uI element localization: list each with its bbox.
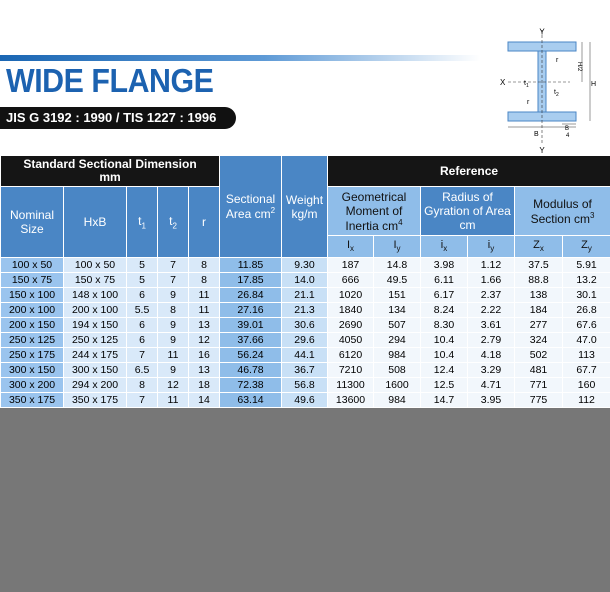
y-top-label: Y — [539, 27, 545, 37]
table-cell: 56.8 — [282, 378, 328, 393]
table-cell: 250 x 125 — [64, 333, 127, 348]
table-cell: 26.8 — [563, 303, 610, 318]
table-cell: 184 — [515, 303, 563, 318]
table-row — [1, 318, 610, 333]
b-quarter-den: 4 — [566, 133, 570, 139]
table-row — [1, 273, 610, 288]
table-cell: 10.4 — [421, 348, 468, 363]
table-cell: 13 — [189, 363, 220, 378]
table-cell: 1.12 — [468, 258, 515, 273]
table-cell: 9 — [158, 318, 189, 333]
table-cell: 8.24 — [421, 303, 468, 318]
zy-header: $Z_y$ — [563, 236, 610, 258]
table-cell: 14 — [189, 393, 220, 408]
ix-header: $I_x$ — [328, 236, 374, 258]
table-cell: 200 x 150 — [1, 318, 64, 333]
table-cell: 3.98 — [421, 258, 468, 273]
reference-header: Reference — [328, 156, 610, 187]
table-row — [1, 378, 610, 393]
table-cell: 11 — [189, 303, 220, 318]
table-cell: 47.0 — [563, 333, 610, 348]
b-label: B — [534, 131, 539, 138]
table-cell: 112 — [563, 393, 610, 408]
table-cell: 29.6 — [282, 333, 328, 348]
h-half-label: H/2 — [576, 62, 582, 72]
table-cell: 250 x 125 — [1, 333, 64, 348]
table-row — [1, 258, 610, 273]
table-cell: 6.17 — [421, 288, 468, 303]
table-cell: 30.1 — [563, 288, 610, 303]
table-cell: 63.14 — [220, 393, 282, 408]
gray-overlay — [0, 408, 610, 592]
table-row — [1, 303, 610, 318]
table-cell: 14.7 — [421, 393, 468, 408]
table-cell: 18 — [189, 378, 220, 393]
table-cell: 2.22 — [468, 303, 515, 318]
b-quarter-label: B — [565, 126, 570, 132]
table-cell: 13.2 — [563, 273, 610, 288]
table-cell: 6 — [127, 318, 158, 333]
table-cell: 294 — [374, 333, 421, 348]
table-cell: 88.8 — [515, 273, 563, 288]
table-cell: 666 — [328, 273, 374, 288]
gx-header: $i_x$ — [421, 236, 468, 258]
table-cell: 7 — [158, 258, 189, 273]
t2-header: $t_2$ — [158, 187, 189, 258]
table-cell: 1.66 — [468, 273, 515, 288]
table-cell: 46.78 — [220, 363, 282, 378]
table-cell: 27.16 — [220, 303, 282, 318]
table-cell: 39.01 — [220, 318, 282, 333]
table-cell: 56.24 — [220, 348, 282, 363]
table-cell: 4050 — [328, 333, 374, 348]
iy-header: $I_y$ — [374, 236, 421, 258]
page-title: WIDE FLANGE — [6, 62, 214, 99]
table-cell: 9 — [158, 288, 189, 303]
table-cell: 4.71 — [468, 378, 515, 393]
table-cell: 49.6 — [282, 393, 328, 408]
t1-label: $t_1$ — [524, 80, 529, 89]
table-cell: 160 — [563, 378, 610, 393]
std-dimension-header: Standard Sectional Dimension mm — [1, 156, 220, 187]
table-cell: 100 x 50 — [64, 258, 127, 273]
table-cell: 200 x 100 — [1, 303, 64, 318]
table-cell: 49.5 — [374, 273, 421, 288]
gy-header: $i_y$ — [468, 236, 515, 258]
table-cell: 277 — [515, 318, 563, 333]
table-cell: 8 — [158, 303, 189, 318]
table-cell: 12 — [189, 333, 220, 348]
table-cell: 138 — [515, 288, 563, 303]
table-cell: 7 — [127, 348, 158, 363]
table-cell: 13 — [189, 318, 220, 333]
table-cell: 37.5 — [515, 258, 563, 273]
standard-label — [0, 107, 236, 129]
table-cell: 16 — [189, 348, 220, 363]
nominal-header: Nominal Size — [1, 187, 64, 258]
table-cell: 775 — [515, 393, 563, 408]
table-cell: 10.4 — [421, 333, 468, 348]
table-cell: 12 — [158, 378, 189, 393]
table-cell: 134 — [374, 303, 421, 318]
moment-header: Geometrical Moment of Inertia $cm^4$ — [328, 187, 421, 236]
table-cell: 8 — [189, 273, 220, 288]
table-row — [1, 333, 610, 348]
table-cell: 3.95 — [468, 393, 515, 408]
t1-header: $t_1$ — [127, 187, 158, 258]
table-cell: 100 x 50 — [1, 258, 64, 273]
table-row — [1, 393, 610, 408]
radius-header: Radius of Gyration of Area cm — [421, 187, 515, 236]
table-cell: 7 — [158, 273, 189, 288]
table-cell: 44.1 — [282, 348, 328, 363]
r-label-top: r — [556, 57, 559, 64]
table-cell: 21.1 — [282, 288, 328, 303]
x-left-label: X — [500, 78, 506, 87]
r-header: r — [189, 187, 220, 258]
title-accent-bar — [0, 55, 480, 61]
table-cell: 194 x 150 — [64, 318, 127, 333]
table-row — [1, 348, 610, 363]
table-cell: 5 — [127, 273, 158, 288]
table-cell: 3.61 — [468, 318, 515, 333]
table-cell: 37.66 — [220, 333, 282, 348]
section-profile-diagram — [498, 26, 610, 156]
table-cell: 771 — [515, 378, 563, 393]
table-cell: 14.8 — [374, 258, 421, 273]
table-cell: 187 — [328, 258, 374, 273]
table-cell: 151 — [374, 288, 421, 303]
table-cell: 11 — [158, 393, 189, 408]
table-cell: 148 x 100 — [64, 288, 127, 303]
table-cell: 9 — [158, 363, 189, 378]
table-cell: 1840 — [328, 303, 374, 318]
table-cell: 200 x 100 — [64, 303, 127, 318]
wide-flange-table — [0, 155, 610, 408]
table-cell: 72.38 — [220, 378, 282, 393]
table-cell: 11300 — [328, 378, 374, 393]
table-cell: 26.84 — [220, 288, 282, 303]
table-cell: 294 x 200 — [64, 378, 127, 393]
zx-header: $Z_x$ — [515, 236, 563, 258]
table-cell: 1020 — [328, 288, 374, 303]
r-label-bottom: r — [527, 99, 530, 106]
hxb-header: HxB — [64, 187, 127, 258]
table-cell: 984 — [374, 393, 421, 408]
table-cell: 1600 — [374, 378, 421, 393]
table-cell: 30.6 — [282, 318, 328, 333]
table-cell: 21.3 — [282, 303, 328, 318]
table-cell: 244 x 175 — [64, 348, 127, 363]
table-cell: 350 x 175 — [64, 393, 127, 408]
table-cell: 8 — [127, 378, 158, 393]
table-cell: 5.91 — [563, 258, 610, 273]
table-cell: 5.5 — [127, 303, 158, 318]
table-cell: 6120 — [328, 348, 374, 363]
table-cell: 8 — [189, 258, 220, 273]
table-cell: 4.18 — [468, 348, 515, 363]
table-cell: 250 x 175 — [1, 348, 64, 363]
table-cell: 12.4 — [421, 363, 468, 378]
table-cell: 7210 — [328, 363, 374, 378]
table-cell: 2690 — [328, 318, 374, 333]
table-body — [1, 258, 610, 408]
table-cell: 6 — [127, 288, 158, 303]
table-cell: 508 — [374, 363, 421, 378]
table-cell: 9.30 — [282, 258, 328, 273]
y-bottom-label: Y — [539, 146, 545, 155]
table-row — [1, 288, 610, 303]
table-cell: 2.79 — [468, 333, 515, 348]
table-row — [1, 363, 610, 378]
table-cell: 67.7 — [563, 363, 610, 378]
table-cell: 5 — [127, 258, 158, 273]
table-cell: 300 x 150 — [64, 363, 127, 378]
table-cell: 350 x 175 — [1, 393, 64, 408]
table-cell: 11 — [189, 288, 220, 303]
t2-label: $t_2$ — [554, 89, 559, 98]
table-cell: 11 — [158, 348, 189, 363]
table-cell: 150 x 75 — [1, 273, 64, 288]
h-label: H — [591, 81, 597, 88]
table-cell: 150 x 100 — [1, 288, 64, 303]
table-cell: 6 — [127, 333, 158, 348]
table-cell: 17.85 — [220, 273, 282, 288]
table-cell: 36.7 — [282, 363, 328, 378]
modulus-header: Modulus of Section $cm^3$ — [515, 187, 610, 236]
table-cell: 11.85 — [220, 258, 282, 273]
table-cell: 6.11 — [421, 273, 468, 288]
table-cell: 300 x 200 — [1, 378, 64, 393]
table-cell: 502 — [515, 348, 563, 363]
table-cell: 8.30 — [421, 318, 468, 333]
table-cell: 14.0 — [282, 273, 328, 288]
table-cell: 9 — [158, 333, 189, 348]
table-cell: 481 — [515, 363, 563, 378]
table-cell: 324 — [515, 333, 563, 348]
table-cell: 67.6 — [563, 318, 610, 333]
table-cell: 507 — [374, 318, 421, 333]
table-cell: 12.5 — [421, 378, 468, 393]
area-header: Sectional Area $cm^2$ — [220, 156, 282, 258]
table-cell: 6.5 — [127, 363, 158, 378]
table-cell: 2.37 — [468, 288, 515, 303]
table-cell: 150 x 75 — [64, 273, 127, 288]
standard-text: JIS G 3192 : 1990 / TIS 1227 : 1996 — [6, 110, 217, 125]
table-cell: 984 — [374, 348, 421, 363]
weight-header: Weight kg/m — [282, 156, 328, 258]
table-cell: 7 — [127, 393, 158, 408]
table-cell: 13600 — [328, 393, 374, 408]
table-cell: 300 x 150 — [1, 363, 64, 378]
table-cell: 113 — [563, 348, 610, 363]
table-cell: 3.29 — [468, 363, 515, 378]
